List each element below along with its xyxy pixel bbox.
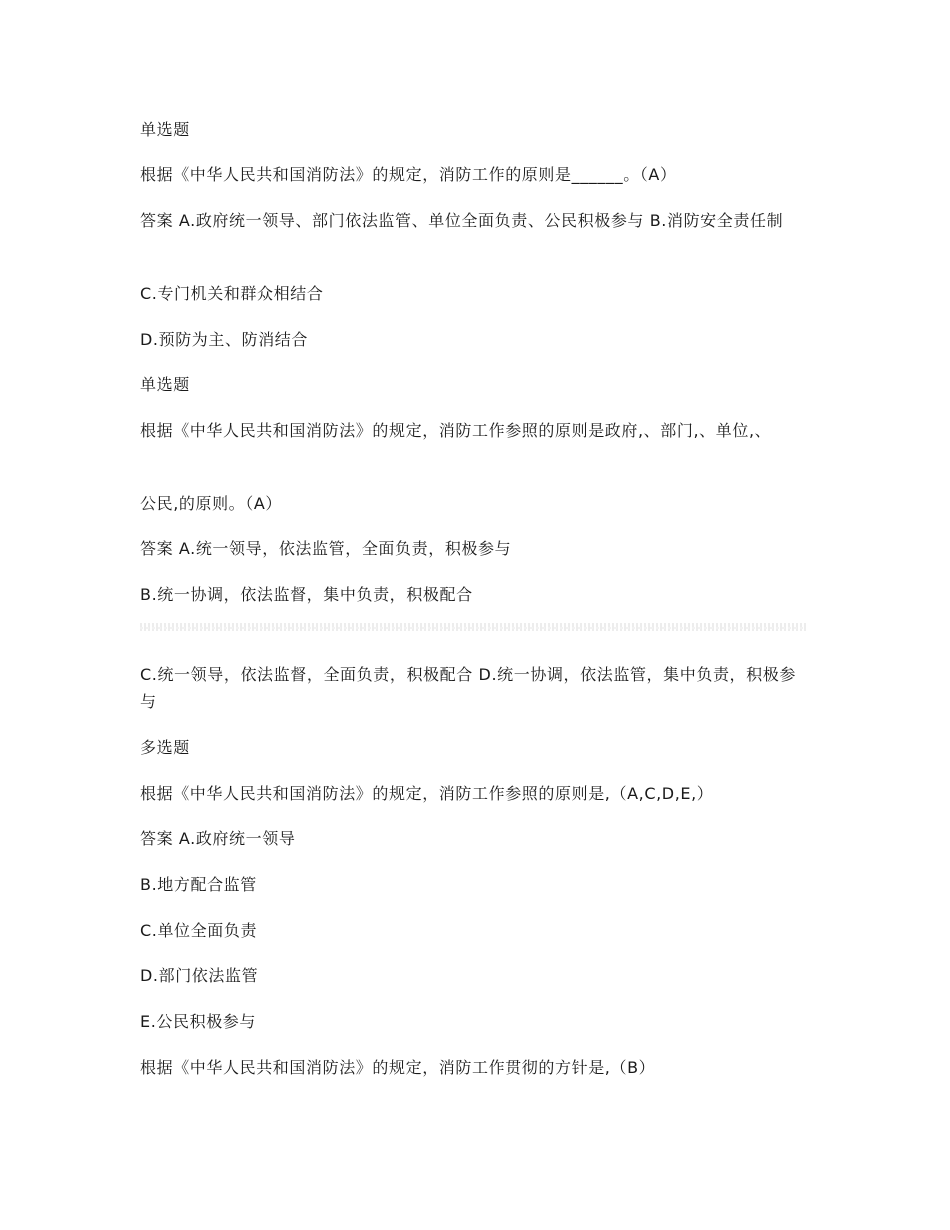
answer-option: B.统一协调，依法监督，集中负责，积极配合 <box>140 585 473 604</box>
answer-options: C.统一领导，依法监督，全面负责，积极配合 D.统一协调，依法监管，集中负责，积极参与 <box>140 665 796 711</box>
answer-option: C.专门机关和群众相结合 <box>140 284 324 303</box>
answer-option: D.部门依法监管 <box>140 966 259 985</box>
answer-options: 答案 A.政府统一领导 <box>140 829 296 848</box>
page-break-divider <box>140 623 806 631</box>
answer-options: 答案 A.统一领导，依法监管，全面负责，积极参与 <box>140 539 512 558</box>
answer-option: B.地方配合监管 <box>140 875 257 894</box>
question-text: 根据《中华人民共和国消防法》的规定，消防工作的原则是______。（A） <box>140 165 677 184</box>
answer-option: C.单位全面负责 <box>140 921 258 940</box>
question-text: 根据《中华人民共和国消防法》的规定，消防工作贯彻的方针是,（B） <box>140 1058 656 1077</box>
answer-options: 答案 A.政府统一领导、部门依法监管、单位全面负责、公民积极参与 B.消防安全责任制 <box>140 211 784 230</box>
question-type-label: 单选题 <box>140 120 190 139</box>
answer-option: D.预防为主、防消结合 <box>140 330 309 349</box>
question-text-continued: 公民,的原则。（A） <box>140 494 283 513</box>
question-text: 根据《中华人民共和国消防法》的规定，消防工作参照的原则是,（A,C,D,E,） <box>140 784 714 803</box>
question-type-label: 多选题 <box>140 738 190 757</box>
question-type-label: 单选题 <box>140 375 190 394</box>
answer-option: E.公民积极参与 <box>140 1012 256 1031</box>
question-text: 根据《中华人民共和国消防法》的规定，消防工作参照的原则是政府,、部门,、单位,、 <box>140 421 772 440</box>
